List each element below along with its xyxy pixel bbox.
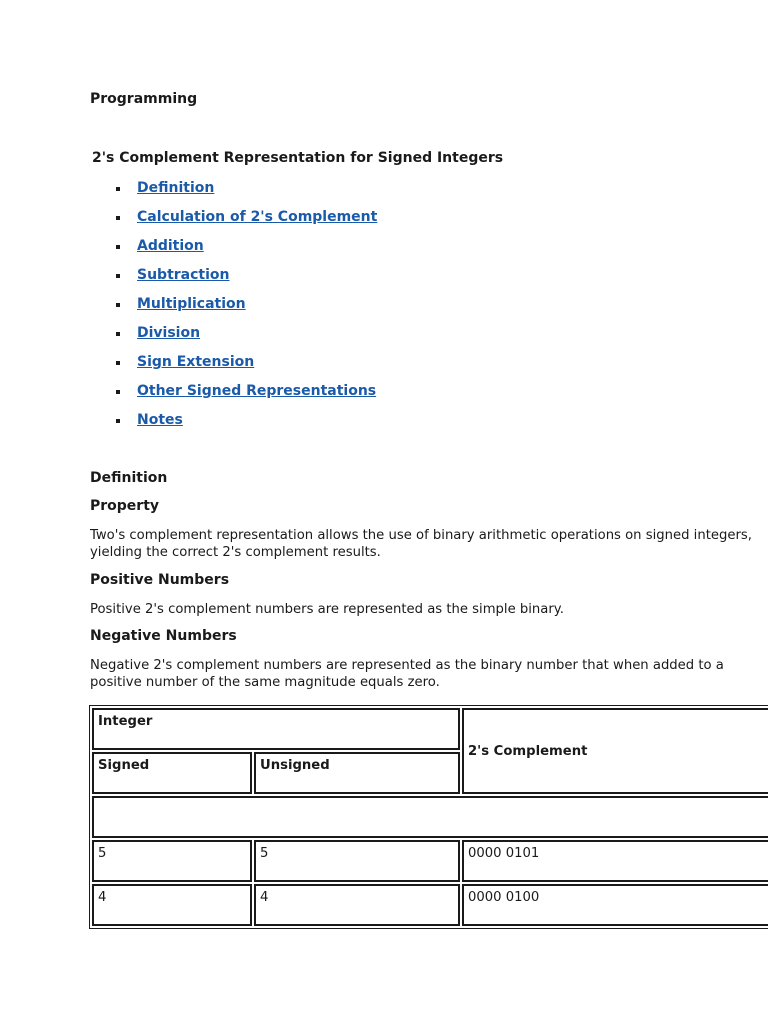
toc-link-other-representations[interactable]: Other Signed Representations bbox=[137, 383, 377, 399]
bullet-icon bbox=[116, 245, 120, 249]
bullet-icon bbox=[116, 419, 120, 423]
header-unsigned: Unsigned bbox=[254, 752, 460, 794]
toc-item-definition bbox=[114, 180, 377, 209]
page-title: 2's Complement Representation for Signed Integers bbox=[92, 150, 504, 166]
toc-link-addition[interactable]: Addition bbox=[137, 238, 204, 254]
toc-item-notes bbox=[114, 412, 377, 441]
cell-complement: 0000 0100 bbox=[462, 884, 768, 926]
table-row bbox=[92, 840, 768, 882]
header-integer: Integer bbox=[92, 708, 460, 750]
breadcrumb[interactable]: Programming bbox=[90, 91, 198, 107]
paragraph-positive-numbers: Positive 2's complement numbers are represented as the simple binary. bbox=[90, 602, 564, 617]
bullet-icon bbox=[116, 303, 120, 307]
subheading-positive-numbers: Positive Numbers bbox=[90, 572, 230, 588]
table-row bbox=[92, 884, 768, 926]
toc-item-sign-extension bbox=[114, 354, 377, 383]
bullet-icon bbox=[116, 361, 120, 365]
toc-item-addition bbox=[114, 238, 377, 267]
paragraph-negative-numbers: Negative 2's complement numbers are represented as the binary number that when added to a positive number of the same magnitude equals zero. bbox=[90, 658, 724, 690]
section-heading-definition: Definition bbox=[90, 470, 168, 486]
table-header-row bbox=[92, 708, 768, 750]
bullet-icon bbox=[116, 187, 120, 191]
cell-complement: 0000 0101 bbox=[462, 840, 768, 882]
toc-item-other-representations bbox=[114, 383, 377, 412]
cell-unsigned: 5 bbox=[254, 840, 460, 882]
bullet-icon bbox=[116, 332, 120, 336]
toc-link-subtraction[interactable]: Subtraction bbox=[137, 267, 230, 283]
subheading-negative-numbers: Negative Numbers bbox=[90, 628, 237, 644]
toc-link-definition[interactable]: Definition bbox=[137, 180, 215, 196]
toc-link-sign-extension[interactable]: Sign Extension bbox=[137, 354, 255, 370]
table-spacer-cell bbox=[92, 796, 768, 838]
complement-table bbox=[89, 705, 768, 929]
header-signed: Signed bbox=[92, 752, 252, 794]
complement-table-wrapper bbox=[89, 705, 768, 929]
table-of-contents bbox=[114, 180, 377, 441]
cell-signed: 4 bbox=[92, 884, 252, 926]
bullet-icon bbox=[116, 390, 120, 394]
toc-item-subtraction bbox=[114, 267, 377, 296]
bullet-icon bbox=[116, 274, 120, 278]
subheading-property: Property bbox=[90, 498, 160, 514]
toc-link-multiplication[interactable]: Multiplication bbox=[137, 296, 246, 312]
bullet-icon bbox=[116, 216, 120, 220]
toc-item-multiplication bbox=[114, 296, 377, 325]
toc-link-notes[interactable]: Notes bbox=[137, 412, 183, 428]
toc-item-division bbox=[114, 325, 377, 354]
header-complement: 2's Complement bbox=[462, 708, 768, 794]
toc-link-calculation[interactable]: Calculation of 2's Complement bbox=[137, 209, 378, 225]
toc-link-division[interactable]: Division bbox=[137, 325, 201, 341]
cell-signed: 5 bbox=[92, 840, 252, 882]
paragraph-property: Two's complement representation allows the use of binary arithmetic operations on signed integers, yielding the correct 2's complement results. bbox=[90, 528, 752, 560]
table-spacer-row bbox=[92, 796, 768, 838]
cell-unsigned: 4 bbox=[254, 884, 460, 926]
toc-item-calculation bbox=[114, 209, 377, 238]
